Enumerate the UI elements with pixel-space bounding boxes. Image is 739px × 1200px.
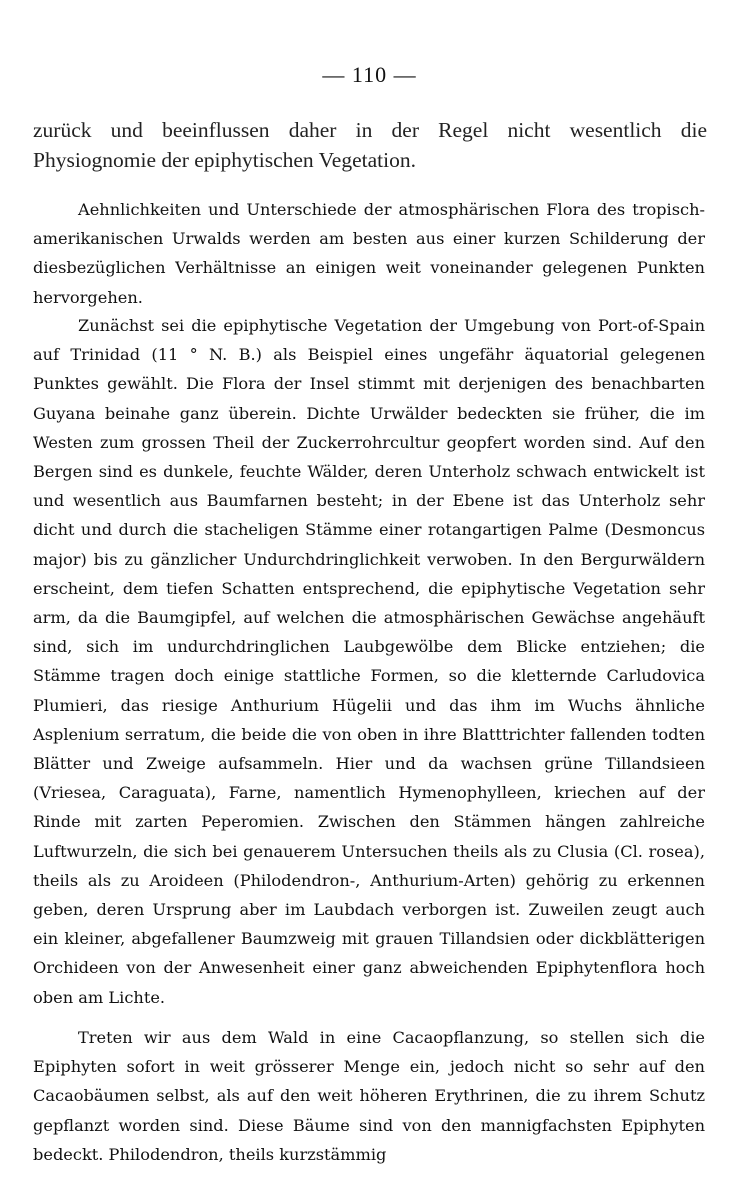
page-number: — 110 — (322, 62, 417, 87)
body-paragraph-2: Zunächst sei die epiphytische Vegetation der Umgebung von Port-of-Spain auf Trinidad (11 ° N. B.) als Beispiel eines ungefähr äquatorial gelegenen Punktes gewählt. Die Flora der Insel stimmt mit derjenigen des benachbarten Guyana beinahe ganz überein. Dichte Urwälder bedeckten sie früher, die im Westen zum grossen Theil der Zuckerrohrcultur geopfert worden sind. Auf den Bergen sind es dunkele, feuchte Wälder, deren Unterholz schwach entwickelt ist und wesentlich aus Baumfarnen besteht; in der Ebene ist das Unterholz sehr dicht und durch die stacheligen Stämme einer rotangartigen Palme (Desmoncus major) bis zu gänzlicher Undurchdringlichkeit verwoben. In den Bergurwäldern erscheint, dem tiefen Schatten entsprechend, die epiphytische Vegetation sehr arm, da die Baumgipfel, auf welchen die atmosphärischen Gewächse angehäuft sind, sich im undurchdringlichen Laubgewölbe dem Blicke entziehen; die Stämme tragen doch einige stattliche Formen, so die kletternde Carludovica Plumieri, das riesige Anthurium Hügelii und das ihm im Wuchs ähnliche Asplenium serratum, die beide die von oben in ihre Blatttrichter fallenden todten Blätter und Zweige aufsammeln. Hier und da wachsen grüne Tillandsieen (Vriesea, Caraguata), Farne, namentlich Hymenophylleen, kriechen auf der Rinde mit zarten Peperomien. Zwischen den Stämmen hängen zahlreiche Luftwurzeln, die sich bei genauerem Untersuchen theils als zu Clusia (Cl. rosea), theils als zu Aroideen (Philodendron-, Anthurium-Arten) gehörig zu erkennen geben, deren Ursprung aber im Laubdach verborgen ist. Zuweilen zeugt auch ein kleiner, abgefallener Baumzweig mit grauen Tillandsien oder dickblätterigen Orchideen von der Anwesenheit einer ganz abweichenden Epiphytenflora hoch oben am Lichte. (33, 316, 705, 1007)
body-paragraph-1: Aehnlichkeiten und Unterschiede der atmosphärischen Flora des tropisch-amerikanischen Urwalds werden am besten aus einer kurzen Schilderung der diesbezüglichen Verhältnisse an einigen weit voneinander gelegenen Punkten hervorgehen. (33, 200, 705, 307)
lead-paragraph: zurück und beeinflussen daher in der Regel nicht wesentlich die Physiognomie der epiphytischen Vegetation. (33, 118, 707, 172)
body-paragraph-3: Treten wir aus dem Wald in eine Cacaopflanzung, so stellen sich die Epiphyten sofort in weit grösserer Menge ein, jedoch nicht so sehr auf den Cacaobäumen selbst, als auf den weit höheren Erythrinen, die zu ihrem Schutz gepflanzt worden sind. Diese Bäume sind von den mannigfachsten Epiphyten bedeckt. Philodendron, theils kurzstämmig (33, 1028, 705, 1164)
